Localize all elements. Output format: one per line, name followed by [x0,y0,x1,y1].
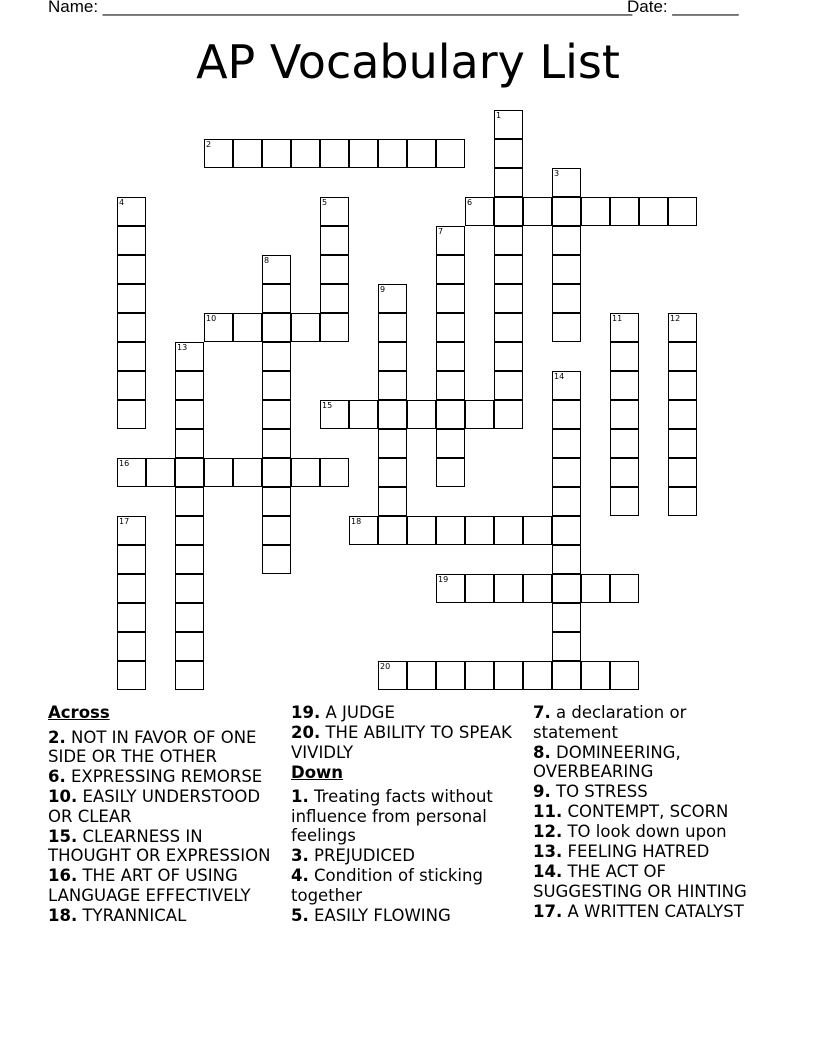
grid-cell[interactable] [436,139,465,168]
clue-item [533,842,773,862]
clue-number: 17 [119,517,130,526]
grid-cell[interactable] [494,110,523,139]
clue-item [48,827,284,866]
clue-text: CLEARNESS IN THOUGHT OR EXPRESSION [48,826,271,865]
grid-cell[interactable] [436,255,465,284]
grid-cell[interactable] [117,400,146,429]
clue-number-label: 3. [291,846,309,865]
across-heading: Across [48,703,110,722]
grid-cell[interactable] [552,458,581,487]
grid-cell[interactable] [320,197,349,226]
grid-cell[interactable] [291,139,320,168]
clue-text: a declaration or statement [533,703,687,742]
grid-cell[interactable] [175,371,204,400]
clue-number-label: 8. [533,742,551,762]
clue-number-label: 9. [533,782,551,801]
grid-cell[interactable] [610,371,639,400]
grid-cell[interactable] [465,574,494,603]
grid-cell[interactable] [610,574,639,603]
grid-cell[interactable] [320,284,349,313]
clue-number-label: 11. [533,802,563,821]
grid-cell[interactable] [407,516,436,545]
clue-text: FEELING HATRED [562,842,710,861]
grid-cell[interactable] [552,429,581,458]
grid-cell[interactable] [552,632,581,661]
grid-cell[interactable] [233,139,262,168]
clue-item [291,703,527,723]
clue-number: 15 [322,401,333,410]
grid-cell[interactable] [378,342,407,371]
grid-cell[interactable] [262,458,291,487]
grid-cell[interactable] [436,284,465,313]
clue-number-label: 10. [48,787,78,806]
clue-number: 6 [467,198,473,207]
grid-cell[interactable] [378,400,407,429]
grid-cell[interactable] [581,661,610,690]
clue-number: 9 [380,285,386,294]
grid-cell[interactable] [262,342,291,371]
clue-item [291,906,527,926]
grid-cell[interactable] [668,487,697,516]
grid-cell[interactable] [262,516,291,545]
grid-cell[interactable] [523,516,552,545]
clue-text: A WRITTEN CATALYST [562,901,744,921]
clue-column-2 [291,703,527,926]
grid-cell[interactable] [465,661,494,690]
grid-cell[interactable] [552,226,581,255]
grid-cell[interactable] [436,458,465,487]
grid-cell[interactable] [552,545,581,574]
grid-cell[interactable] [349,400,378,429]
grid-cell[interactable] [552,516,581,545]
grid-cell[interactable] [117,603,146,632]
clue-text: Treating facts without influence from personal feelings [291,787,493,845]
grid-cell[interactable] [262,487,291,516]
grid-cell[interactable] [262,139,291,168]
grid-cell[interactable] [117,516,146,545]
clue-number: 16 [119,459,130,468]
grid-cell[interactable] [262,429,291,458]
grid-cell[interactable] [175,342,204,371]
grid-cell[interactable] [610,487,639,516]
grid-cell[interactable] [610,429,639,458]
grid-cell[interactable] [204,313,233,342]
clue-item [533,703,773,742]
grid-cell[interactable] [552,197,581,226]
grid-cell[interactable] [494,255,523,284]
grid-cell[interactable] [552,603,581,632]
grid-cell[interactable] [378,284,407,313]
grid-cell[interactable] [204,139,233,168]
name-field[interactable]: Name: ________________________________________________________ [48,0,633,16]
grid-cell[interactable] [436,313,465,342]
grid-cell[interactable] [117,226,146,255]
grid-cell[interactable] [175,632,204,661]
grid-cell[interactable] [175,603,204,632]
grid-cell[interactable] [117,458,146,487]
grid-cell[interactable] [175,429,204,458]
grid-cell[interactable] [175,574,204,603]
grid-cell[interactable] [349,516,378,545]
clue-number: 4 [119,198,125,207]
grid-cell[interactable] [552,168,581,197]
grid-cell[interactable] [552,284,581,313]
grid-cell[interactable] [262,313,291,342]
clue-column-1 [48,703,284,926]
grid-cell[interactable] [494,139,523,168]
grid-cell[interactable] [378,429,407,458]
grid-cell[interactable] [291,313,320,342]
grid-cell[interactable] [436,661,465,690]
grid-cell[interactable] [552,371,581,400]
clue-text: THE ACT OF SUGGESTING OR HINTING [533,862,747,901]
grid-cell[interactable] [610,313,639,342]
grid-cell[interactable] [494,574,523,603]
clue-text: TYRANNICAL [77,905,187,925]
clue-number: 20 [380,662,391,671]
grid-cell[interactable] [494,400,523,429]
clue-item [533,802,773,822]
clue-text: DOMINEERING, OVERBEARING [533,742,681,781]
grid-cell[interactable] [204,458,233,487]
clue-item [48,906,284,926]
grid-cell[interactable] [175,487,204,516]
grid-cell[interactable] [552,661,581,690]
clue-number-label: 14. [533,862,563,881]
grid-cell[interactable] [668,313,697,342]
grid-cell[interactable] [494,284,523,313]
grid-cell[interactable] [668,458,697,487]
clue-text: THE ART OF USING LANGUAGE EFFECTIVELY [48,866,251,905]
grid-cell[interactable] [262,371,291,400]
grid-cell[interactable] [175,458,204,487]
grid-cell[interactable] [610,458,639,487]
grid-cell[interactable] [436,342,465,371]
clue-number-label: 7. [533,703,551,722]
clue-item [291,723,527,762]
grid-cell[interactable] [552,574,581,603]
grid-cell[interactable] [523,574,552,603]
clue-number-label: 4. [291,866,309,885]
grid-cell[interactable] [494,516,523,545]
clue-number-label: 18. [48,905,78,925]
grid-cell[interactable] [320,226,349,255]
clue-number: 13 [177,343,188,352]
grid-cell[interactable] [523,197,552,226]
down-heading: Down [291,762,344,782]
grid-cell[interactable] [378,516,407,545]
grid-cell[interactable] [117,632,146,661]
grid-cell[interactable] [552,313,581,342]
grid-cell[interactable] [436,226,465,255]
grid-cell[interactable] [610,400,639,429]
grid-cell[interactable] [436,400,465,429]
date-field[interactable]: Date: _______ [627,0,739,16]
grid-cell[interactable] [668,429,697,458]
grid-cell[interactable] [349,139,378,168]
clue-item [291,787,527,846]
grid-cell[interactable] [668,400,697,429]
clue-text: PREJUDICED [308,846,416,865]
grid-cell[interactable] [494,371,523,400]
grid-cell[interactable] [407,139,436,168]
grid-cell[interactable] [494,197,523,226]
grid-cell[interactable] [262,255,291,284]
grid-cell[interactable] [320,313,349,342]
clue-item [533,902,773,922]
clue-number-label: 12. [533,822,563,841]
grid-cell[interactable] [117,342,146,371]
clue-number-label: 17. [533,901,563,921]
grid-cell[interactable] [117,313,146,342]
grid-cell[interactable] [378,487,407,516]
grid-cell[interactable] [581,574,610,603]
clue-item [533,862,773,901]
clue-text: TO STRESS [550,782,648,801]
grid-cell[interactable] [175,545,204,574]
grid-cell[interactable] [610,197,639,226]
clue-item [533,743,773,782]
grid-cell[interactable] [610,661,639,690]
grid-cell[interactable] [233,313,262,342]
grid-cell[interactable] [117,661,146,690]
clue-number: 12 [670,314,681,323]
grid-cell[interactable] [146,458,175,487]
grid-cell[interactable] [407,661,436,690]
grid-cell[interactable] [378,661,407,690]
grid-cell[interactable] [436,574,465,603]
grid-cell[interactable] [494,661,523,690]
grid-cell[interactable] [378,371,407,400]
grid-cell[interactable] [320,139,349,168]
clue-number-label: 6. [48,767,66,786]
grid-cell[interactable] [117,371,146,400]
grid-cell[interactable] [639,197,668,226]
grid-cell[interactable] [378,139,407,168]
page-title: AP Vocabulary List [196,35,620,89]
clue-column-3 [533,703,773,922]
clue-number-label: 16. [48,866,78,885]
clue-text: EASILY UNDERSTOOD OR CLEAR [48,787,261,826]
clue-number-label: 1. [291,787,309,806]
grid-cell[interactable] [320,400,349,429]
grid-cell[interactable] [494,342,523,371]
grid-cell[interactable] [494,313,523,342]
clue-item [533,822,773,842]
clue-text: TO look down upon [562,822,727,841]
clue-item [48,787,284,826]
clue-text: THE ABILITY TO SPEAK VIVIDLY [291,723,512,762]
grid-cell[interactable] [581,197,610,226]
clue-number: 5 [322,198,328,207]
clue-item [48,866,284,905]
clue-number-label: 13. [533,842,563,861]
grid-cell[interactable] [320,458,349,487]
grid-cell[interactable] [117,255,146,284]
clue-number-label: 15. [48,826,78,846]
clue-number-label: 20. [291,723,321,742]
grid-cell[interactable] [320,255,349,284]
grid-cell[interactable] [378,313,407,342]
grid-cell[interactable] [175,516,204,545]
grid-cell[interactable] [552,487,581,516]
grid-cell[interactable] [465,400,494,429]
grid-cell[interactable] [523,661,552,690]
grid-cell[interactable] [117,545,146,574]
clue-number: 11 [612,314,623,323]
clue-text: EXPRESSING REMORSE [65,767,263,786]
grid-cell[interactable] [117,574,146,603]
grid-cell[interactable] [465,516,494,545]
grid-cell[interactable] [262,284,291,313]
clue-number: 10 [206,314,217,323]
grid-cell[interactable] [436,371,465,400]
grid-cell[interactable] [610,342,639,371]
clue-number: 3 [554,169,560,178]
grid-cell[interactable] [407,400,436,429]
clue-item [48,767,284,787]
clue-number-label: 2. [48,727,66,747]
grid-cell[interactable] [117,197,146,226]
grid-cell[interactable] [117,284,146,313]
clue-number: 2 [206,140,212,149]
clue-number: 8 [264,256,270,265]
clue-text: NOT IN FAVOR OF ONE SIDE OR THE OTHER [48,727,257,766]
grid-cell[interactable] [175,400,204,429]
grid-cell[interactable] [262,400,291,429]
grid-cell[interactable] [175,661,204,690]
grid-cell[interactable] [552,400,581,429]
clue-number: 7 [438,227,444,236]
grid-cell[interactable] [494,168,523,197]
grid-cell[interactable] [552,255,581,284]
grid-cell[interactable] [494,226,523,255]
clue-text: A JUDGE [320,703,395,722]
clue-item [533,782,773,802]
clue-text: CONTEMPT, SCORN [562,802,729,821]
clue-number: 14 [554,372,565,381]
grid-cell[interactable] [233,458,262,487]
grid-cell[interactable] [436,516,465,545]
clue-item [291,846,527,866]
clue-number-label: 19. [291,703,321,722]
clue-item [48,728,284,767]
grid-cell[interactable] [436,429,465,458]
clue-number: 19 [438,575,449,584]
grid-cell[interactable] [668,197,697,226]
grid-cell[interactable] [262,545,291,574]
clue-item [291,866,527,905]
clue-text: EASILY FLOWING [308,905,451,925]
clue-number: 18 [351,517,362,526]
clue-number: 1 [496,111,502,120]
grid-cell[interactable] [291,458,320,487]
clue-number-label: 5. [291,905,309,925]
grid-cell[interactable] [378,458,407,487]
grid-cell[interactable] [465,197,494,226]
grid-cell[interactable] [668,371,697,400]
grid-cell[interactable] [668,342,697,371]
clue-text: Condition of sticking together [291,866,483,905]
